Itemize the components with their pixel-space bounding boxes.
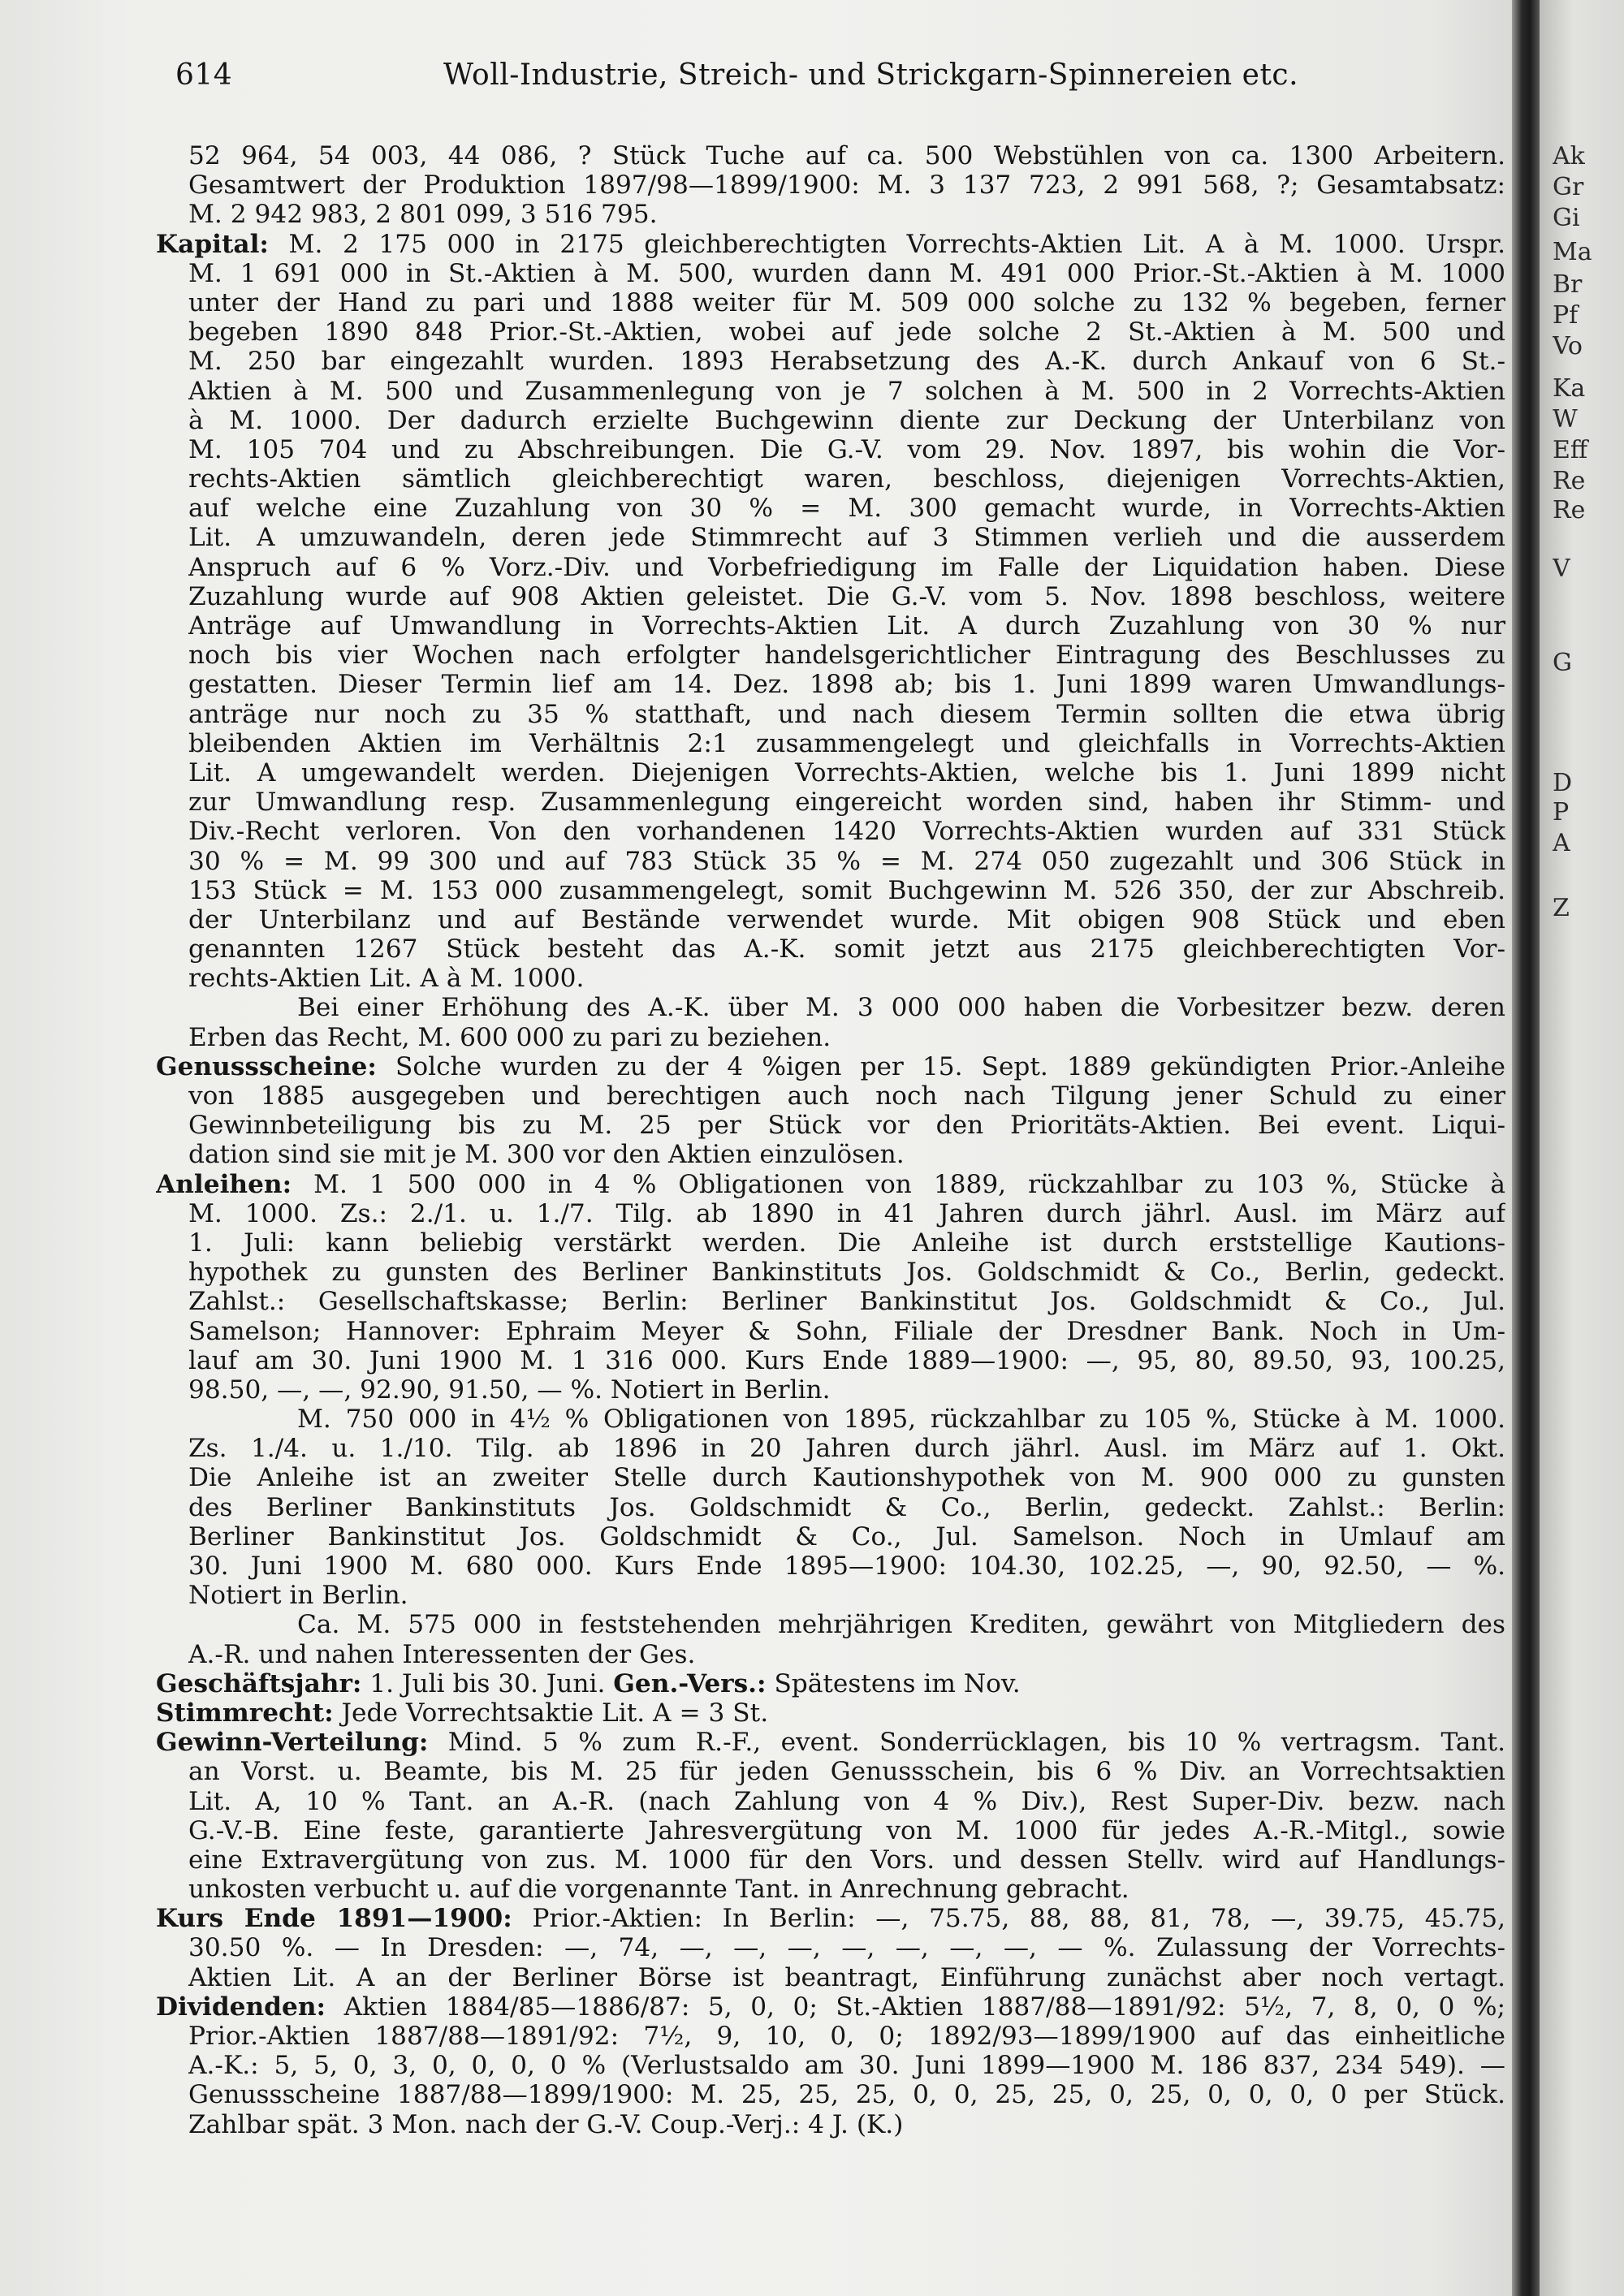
- text-line: [188, 1140, 1505, 1169]
- text-line: [156, 1992, 1505, 2022]
- line-text: à M. 1000. Der dadurch erzielte Buchgewinn diente zur Deckung der Unterbilanz von: [188, 405, 1505, 435]
- section-heading: Gen.-Vers.:: [613, 1668, 767, 1698]
- text-line: [188, 817, 1505, 846]
- text-line: [188, 435, 1505, 464]
- section-heading: Gewinn-Verteilung:: [156, 1728, 429, 1758]
- text-line: [188, 377, 1505, 406]
- line-text: M. 2 175 000 in 2175 gleichberechtigten Vorrechts-Aktien Lit. A à M. 1000. Urspr.: [268, 229, 1505, 259]
- text-line: [156, 1052, 1505, 1081]
- facing-page-fragment: W: [1553, 408, 1578, 432]
- facing-page-fragment: Pf: [1553, 304, 1579, 328]
- line-text: von 1885 ausgegeben und berechtigen auch noch nach Tilgung jener Schuld zu einer: [188, 1081, 1505, 1111]
- text-line: [188, 141, 1505, 170]
- section-heading: Dividenden:: [156, 1992, 326, 2022]
- text-line: [188, 1405, 1505, 1434]
- line-text: eine Extravergütung von zus. M. 1000 für den Vors. und dessen Stellv. wird auf Handlungs-: [188, 1845, 1505, 1875]
- text-line: [188, 1346, 1505, 1375]
- text-line: [188, 964, 1505, 993]
- text-line: [188, 553, 1505, 582]
- line-text: Anspruch auf 6 % Vorz.-Div. und Vorbefriedigung im Falle der Liquidation haben. Diese: [188, 552, 1505, 582]
- text-line: [188, 788, 1505, 817]
- text-line: [188, 1081, 1505, 1111]
- section-heading: Kurs Ende 1891—1900:: [156, 1904, 512, 1934]
- line-text: Mind. 5 % zum R.-F., event. Sonderrücklagen, bis 10 % vertragsm. Tant.: [428, 1728, 1505, 1758]
- line-text: A.-R. und nahen Interessenten der Ges.: [188, 1639, 696, 1669]
- section-heading: Geschäftsjahr:: [156, 1668, 362, 1698]
- line-text: 1. Juli: kann beliebig verstärkt werden. Die Anleihe ist durch erststellige Kautions-: [188, 1228, 1505, 1258]
- text-line: [188, 611, 1505, 641]
- text-line: [188, 494, 1505, 523]
- text-line: [188, 1111, 1505, 1140]
- line-text: 30 % = M. 99 300 und auf 783 Stück 35 % = M. 274 050 zugezahlt und 306 Stück in: [188, 846, 1505, 876]
- facing-page-fragment: Gi: [1553, 206, 1580, 231]
- text-line: [156, 1170, 1505, 1199]
- line-text: Solche wurden zu der 4 %igen per 15. Sept. 1889 gekündigten Prior.-Anleihe: [376, 1051, 1505, 1081]
- line-text: Div.-Recht verloren. Von den vorhandenen 1420 Vorrechts-Aktien wurden auf 331 Stück: [188, 817, 1505, 847]
- text-line: [188, 1875, 1505, 1904]
- facing-page-fragment: D: [1553, 771, 1573, 796]
- line-text: rechts-Aktien sämtlich gleichberechtigt waren, beschloss, diejenigen Vorrechts-Aktien,: [188, 464, 1505, 494]
- running-head: Woll-Industrie, Streich- und Strickgarn-Spinnereien etc.: [443, 58, 1299, 92]
- text-line: [188, 758, 1505, 788]
- text-line: [188, 1787, 1505, 1816]
- text-line: [188, 317, 1505, 347]
- line-text: G.-V.-B. Eine feste, garantierte Jahresvergütung von M. 1000 für jedes A.-R.-Mitgl., sowie: [188, 1815, 1505, 1845]
- text-line: [188, 464, 1505, 494]
- line-text: Zs. 1./4. u. 1./10. Tilg. ab 1896 in 20 Jahren durch jährl. Ausl. im März auf 1. Okt.: [188, 1434, 1505, 1464]
- line-text: Zuzahlung wurde auf 908 Aktien geleistet. Die G.-V. vom 5. Nov. 1898 beschloss, weitere: [188, 581, 1505, 611]
- facing-page-fragment: Re: [1553, 498, 1586, 523]
- text-line: [188, 1228, 1505, 1258]
- text-line: [188, 2022, 1505, 2051]
- line-text: Gewinnbeteiligung bis zu M. 25 per Stück vor den Prioritäts-Aktien. Bei event. Liqui-: [188, 1111, 1505, 1141]
- line-text: Aktien à M. 500 und Zusammenlegung von je 7 solchen à M. 500 in 2 Vorrechts-Aktien: [188, 376, 1505, 406]
- section-heading: Genussscheine:: [156, 1051, 377, 1081]
- line-text: anträge nur noch zu 35 % statthaft, und nach diesem Termin sollten die etwa übrig: [188, 699, 1505, 729]
- line-text: Samelson; Hannover: Ephraim Meyer & Sohn, Filiale der Dresdner Bank. Noch in Um-: [188, 1316, 1505, 1346]
- line-text: Lit. A umgewandelt werden. Diejenigen Vorrechts-Aktien, welche bis 1. Juni 1899 nicht: [188, 757, 1505, 788]
- line-text: 1. Juli bis 30. Juni.: [361, 1668, 614, 1698]
- line-text: M. 2 942 983, 2 801 099, 3 516 795.: [188, 200, 658, 230]
- text-line: [188, 1434, 1505, 1463]
- text-line: [188, 1493, 1505, 1522]
- text-line: [188, 1552, 1505, 1581]
- text-line: [188, 729, 1505, 758]
- text-line: [188, 847, 1505, 876]
- facing-page-fragment: V: [1553, 557, 1570, 581]
- line-text: Lit. A, 10 % Tant. an A.-R. (nach Zahlung von 4 % Div.), Rest Super-Div. bezw. nach: [188, 1786, 1505, 1816]
- line-text: M. 105 704 und zu Abschreibungen. Die G.-V. vom 29. Nov. 1897, bis wohin die Vor-: [188, 434, 1505, 464]
- text-line: [188, 1845, 1505, 1875]
- body-text: [156, 141, 1505, 2139]
- text-line: [188, 1757, 1505, 1786]
- line-text: 153 Stück = M. 153 000 zusammengelegt, somit Buchgewinn M. 526 350, der zur Abschreib.: [188, 875, 1505, 905]
- line-text: noch bis vier Wochen nach erfolgter handelsgerichtlicher Eintragung des Beschlusses zu: [188, 641, 1505, 671]
- text-line: [156, 1698, 1505, 1728]
- line-text: Genussscheine 1887/88—1899/1900: M. 25, 25, 25, 0, 0, 25, 25, 0, 25, 0, 0, 0, 0 per Stück.: [188, 2080, 1505, 2110]
- text-line: [188, 1317, 1505, 1346]
- book-binding-gutter: [1512, 0, 1540, 2296]
- text-line: [188, 1640, 1505, 1669]
- line-text: Spätestens im Nov.: [766, 1668, 1021, 1698]
- text-line: [188, 2051, 1505, 2080]
- text-line: [188, 905, 1505, 934]
- line-text: M. 1 691 000 in St.-Aktien à M. 500, wurden dann M. 491 000 Prior.-St.-Aktien à M. 1000: [188, 258, 1505, 288]
- text-line: [156, 1904, 1505, 1933]
- page-header: [175, 58, 1507, 99]
- line-text: lauf am 30. Juni 1900 M. 1 316 000. Kurs Ende 1889—1900: —, 95, 80, 89.50, 93, 100.25,: [188, 1345, 1505, 1375]
- line-text: Erben das Recht, M. 600 000 zu pari zu beziehen.: [188, 1022, 831, 1052]
- section-heading: Stimmrecht:: [156, 1698, 334, 1728]
- text-line: [188, 1258, 1505, 1287]
- line-text: Die Anleihe ist an zweiter Stelle durch Kautionshypothek von M. 900 000 zu gunsten: [188, 1463, 1505, 1493]
- line-text: 98.50, —, —, 92.90, 91.50, — %. Notiert in Berlin.: [188, 1375, 831, 1405]
- text-line: [188, 523, 1505, 552]
- line-text: des Berliner Bankinstituts Jos. Goldschmidt & Co., Berlin, gedeckt. Zahlst.: Berlin:: [188, 1492, 1505, 1522]
- line-text: hypothek zu gunsten des Berliner Bankinstituts Jos. Goldschmidt & Co., Berlin, gedeckt.: [188, 1258, 1505, 1288]
- text-line: [188, 170, 1505, 200]
- facing-page-fragment: P: [1553, 801, 1570, 825]
- text-line: [188, 347, 1505, 376]
- facing-page-fragment: A: [1553, 831, 1570, 856]
- text-line: [188, 1287, 1505, 1316]
- line-text: Jede Vorrechtsaktie Lit. A = 3 St.: [333, 1698, 769, 1728]
- text-line: [188, 876, 1505, 905]
- line-text: M. 250 bar eingezahlt wurden. 1893 Herabsetzung des A.-K. durch Ankauf von 6 St.-: [188, 347, 1505, 377]
- text-line: [188, 2110, 1505, 2139]
- line-text: M. 750 000 in 4½ % Obligationen von 1895, rückzahlbar zu 105 %, Stücke à M. 1000.: [297, 1405, 1505, 1435]
- text-line: [188, 700, 1505, 729]
- text-line: [188, 582, 1505, 611]
- text-line: [156, 1728, 1505, 1757]
- line-text: Berliner Bankinstitut Jos. Goldschmidt & Co., Jul. Samelson. Noch in Umlauf am: [188, 1521, 1505, 1552]
- text-line: [188, 200, 1505, 229]
- line-text: Prior.-Aktien 1887/88—1891/92: 7½, 9, 10, 0, 0; 1892/93—1899/1900 auf das einheitliche: [188, 2022, 1505, 2051]
- facing-page-fragment: Ka: [1553, 377, 1586, 401]
- line-text: an Vorst. u. Beamte, bis M. 25 für jeden Genussschein, bis 6 % Div. an Vorrechtsaktien: [188, 1757, 1505, 1787]
- line-text: Bei einer Erhöhung des A.-K. über M. 3 000 000 haben die Vorbesitzer bezw. deren: [297, 993, 1505, 1023]
- facing-page-fragment: Vo: [1553, 334, 1583, 359]
- text-line: [156, 230, 1505, 259]
- line-text: 30. Juni 1900 M. 680 000. Kurs Ende 1895—1900: 104.30, 102.25, —, 90, 92.50, — %.: [188, 1552, 1505, 1581]
- line-text: begeben 1890 848 Prior.-St.-Aktien, wobei auf jede solche 2 St.-Aktien à M. 500 und: [188, 317, 1505, 347]
- text-line: [188, 670, 1505, 699]
- text-line: [188, 1963, 1505, 1992]
- line-text: auf welche eine Zuzahlung von 30 % = M. 300 gemacht wurde, in Vorrechts-Aktien: [188, 494, 1505, 524]
- page-number: 614: [175, 58, 233, 92]
- text-line: [156, 1669, 1505, 1698]
- text-line: [188, 1463, 1505, 1492]
- facing-page-fragment: G: [1553, 651, 1572, 675]
- facing-page-fragment: Z: [1553, 896, 1570, 921]
- facing-page-fragment: Ma: [1553, 240, 1592, 265]
- line-text: A.-K.: 5, 5, 0, 3, 0, 0, 0, 0 % (Verlustsaldo am 30. Juni 1899—1900 M. 186 837, 234 549). —: [188, 2051, 1505, 2081]
- line-text: Prior.-Aktien: In Berlin: —, 75.75, 88, 88, 81, 78, —, 39.75, 45.75,: [512, 1904, 1505, 1934]
- text-line: [188, 2080, 1505, 2109]
- line-text: Zahlst.: Gesellschaftskasse; Berlin: Berliner Bankinstitut Jos. Goldschmidt & Co., Jul.: [188, 1287, 1505, 1317]
- text-line: [188, 993, 1505, 1022]
- text-line: [188, 288, 1505, 317]
- line-text: Aktien 1884/85—1886/87: 5, 0, 0; St.-Aktien 1887/88—1891/92: 5½, 7, 8, 0, 0 %;: [326, 1992, 1505, 2022]
- facing-page-fragment: Re: [1553, 469, 1586, 494]
- line-text: Lit. A umzuwandeln, deren jede Stimmrecht auf 3 Stimmen verlieh und die ausserdem: [188, 523, 1505, 553]
- line-text: genannten 1267 Stück besteht das A.-K. somit jetzt aus 2175 gleichberechtigten Vor-: [188, 934, 1505, 965]
- line-text: unkosten verbucht u. auf die vorgenannte Tant. in Anrechnung gebracht.: [188, 1875, 1129, 1905]
- text-line: [188, 406, 1505, 435]
- line-text: Ca. M. 575 000 in feststehenden mehrjährigen Krediten, gewährt von Mitgliedern des: [297, 1610, 1505, 1640]
- line-text: 30.50 %. — In Dresden: —, 74, —, —, —, —, —, —, —, — %. Zulassung der Vorrechts-: [188, 1933, 1505, 1963]
- text-line: [188, 1816, 1505, 1845]
- line-text: bleibenden Aktien im Verhältnis 2:1 zusammengelegt und gleichfalls in Vorrechts-Aktien: [188, 728, 1505, 758]
- facing-page-fragment: Br: [1553, 273, 1583, 297]
- facing-page-fragment: Gr: [1553, 175, 1584, 200]
- line-text: Gesamtwert der Produktion 1897/98—1899/1900: M. 3 137 723, 2 991 568, ?; Gesamtabsatz:: [188, 170, 1505, 201]
- section-heading: Kapital:: [156, 229, 269, 259]
- text-line: [188, 1610, 1505, 1639]
- line-text: unter der Hand zu pari und 1888 weiter für M. 509 000 solche zu 132 % begeben, ferner: [188, 287, 1505, 317]
- text-line: [188, 1933, 1505, 1962]
- facing-page-fragment: Eff: [1553, 438, 1588, 463]
- text-line: [188, 1375, 1505, 1405]
- text-line: [188, 1199, 1505, 1228]
- line-text: rechts-Aktien Lit. A à M. 1000.: [188, 964, 585, 994]
- text-line: [188, 1581, 1505, 1610]
- line-text: Zahlbar spät. 3 Mon. nach der G.-V. Coup.-Verj.: 4 J. (K.): [188, 2109, 904, 2139]
- text-line: [188, 1023, 1505, 1052]
- line-text: Aktien Lit. A an der Berliner Börse ist beantragt, Einführung zunächst aber noch vertagt.: [188, 1962, 1505, 1992]
- line-text: Anträge auf Umwandlung in Vorrechts-Aktien Lit. A durch Zuzahlung von 30 % nur: [188, 611, 1505, 641]
- section-heading: Anleihen:: [156, 1169, 292, 1199]
- text-line: [188, 641, 1505, 670]
- line-text: M. 1 500 000 in 4 % Obligationen von 1889, rückzahlbar zu 103 %, Stücke à: [292, 1169, 1505, 1199]
- line-text: dation sind sie mit je M. 300 vor den Aktien einzulösen.: [188, 1140, 905, 1170]
- text-line: [188, 934, 1505, 964]
- text-line: [188, 1522, 1505, 1552]
- line-text: 52 964, 54 003, 44 086, ? Stück Tuche auf ca. 500 Webstühlen von ca. 1300 Arbeitern.: [188, 141, 1505, 170]
- line-text: Notiert in Berlin.: [188, 1581, 408, 1611]
- line-text: der Unterbilanz und auf Bestände verwendet wurde. Mit obigen 908 Stück und eben: [188, 904, 1505, 934]
- text-line: [188, 259, 1505, 288]
- line-text: zur Umwandlung resp. Zusammenlegung eingereicht worden sind, haben ihr Stimm- und: [188, 788, 1505, 818]
- line-text: M. 1000. Zs.: 2./1. u. 1./7. Tilg. ab 1890 in 41 Jahren durch jährl. Ausl. im März auf: [188, 1198, 1505, 1228]
- facing-page-fragment: Ak: [1553, 145, 1585, 169]
- line-text: gestatten. Dieser Termin lief am 14. Dez. 1898 ab; bis 1. Juni 1899 waren Umwandlungs-: [188, 670, 1505, 700]
